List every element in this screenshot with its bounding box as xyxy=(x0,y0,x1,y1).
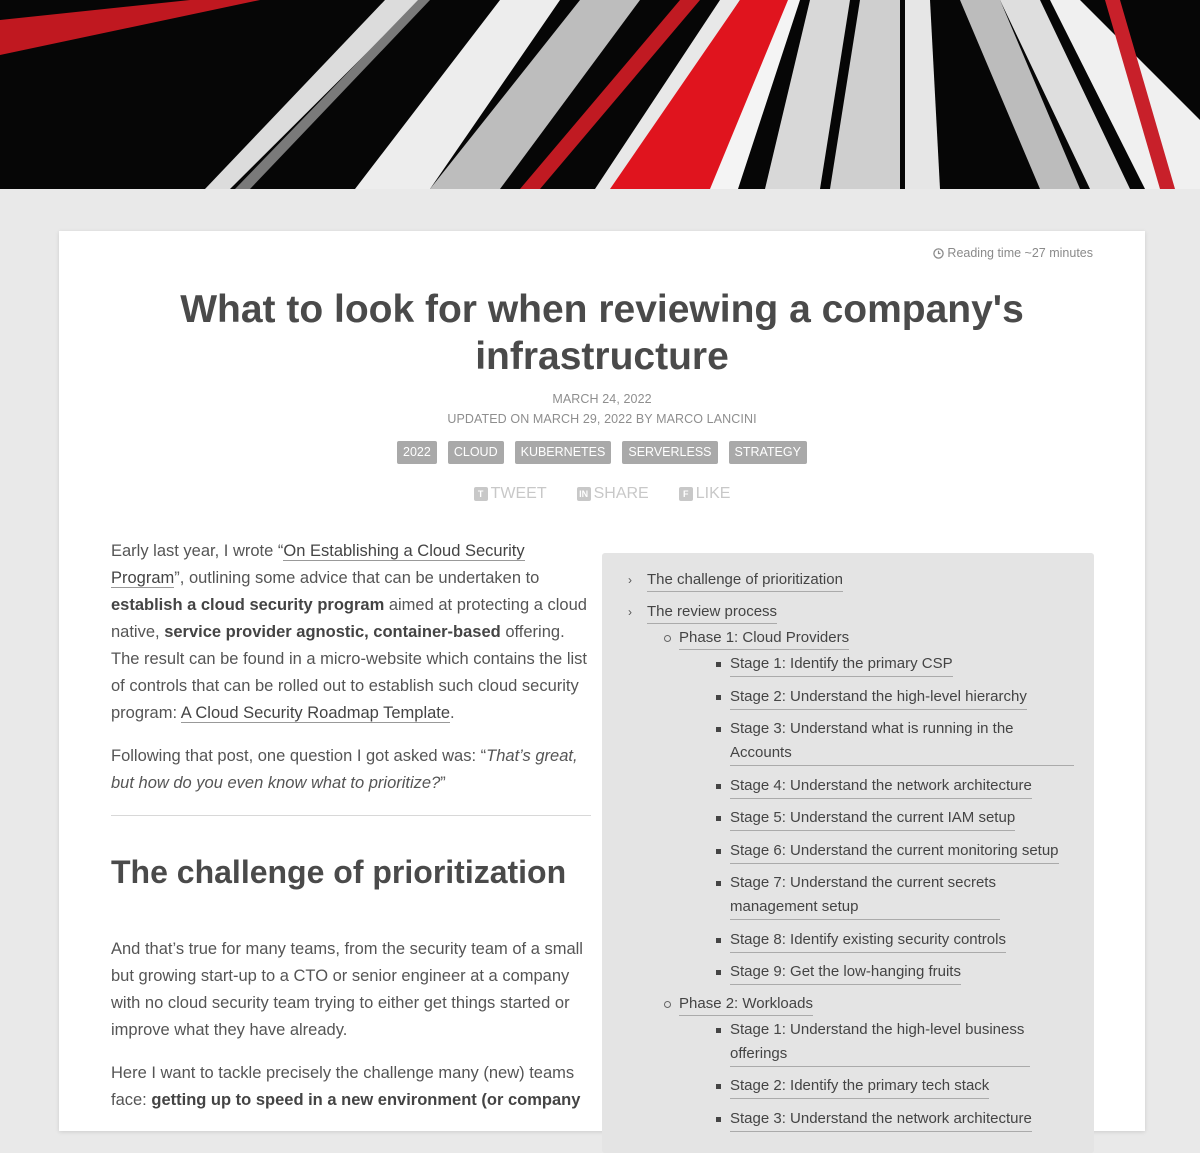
linkedin-icon: IN xyxy=(577,487,591,501)
article-body xyxy=(111,538,591,1130)
square-bullet-icon xyxy=(716,695,721,700)
post-card xyxy=(59,231,1145,1131)
toc-stage xyxy=(716,1018,1074,1067)
toc-link-stage[interactable]: Stage 2: Identify the primary tech stack xyxy=(730,1074,989,1099)
square-bullet-icon xyxy=(716,970,721,975)
toc-stage xyxy=(716,774,1074,799)
tag-strategy[interactable]: STRATEGY xyxy=(729,441,807,464)
text-span: . xyxy=(450,704,455,722)
toc-stage-list xyxy=(664,652,1074,985)
paragraph-question xyxy=(111,743,591,797)
like-button[interactable] xyxy=(679,485,731,503)
circle-bullet-icon xyxy=(664,1001,671,1008)
toc-link-stage[interactable]: Stage 3: Understand the network architecture xyxy=(730,1107,1032,1132)
square-bullet-icon xyxy=(716,662,721,667)
paragraph-tackle xyxy=(111,1060,591,1114)
square-bullet-icon xyxy=(716,938,721,943)
square-bullet-icon xyxy=(716,727,721,732)
toc-stage xyxy=(716,652,1074,677)
post-updated: UPDATED ON MARCH 29, 2022 BY MARCO LANCINI xyxy=(447,412,757,426)
toc-link-stage[interactable]: Stage 5: Understand the current IAM setup xyxy=(730,806,1015,831)
square-bullet-icon xyxy=(716,1084,721,1089)
toc-link-review-process[interactable]: The review process xyxy=(647,601,777,624)
chevron-right-icon: › xyxy=(628,573,632,587)
toc-link-stage[interactable]: Stage 8: Identify existing security controls xyxy=(730,928,1006,953)
toc-stage xyxy=(716,717,1074,766)
bold-text: service provider agnostic, container-based xyxy=(164,623,501,641)
circle-bullet-icon xyxy=(664,635,671,642)
toc-phase xyxy=(664,993,1074,1016)
table-of-contents xyxy=(602,553,1094,1153)
square-bullet-icon xyxy=(716,1028,721,1033)
toc-link-stage[interactable]: Stage 7: Understand the current secrets management setup xyxy=(730,871,1000,920)
tag-list xyxy=(59,441,1145,464)
bold-text: getting up to speed in a new environment (or company xyxy=(151,1091,581,1109)
share-bar xyxy=(59,485,1145,503)
toc-link-challenge[interactable]: The challenge of prioritization xyxy=(647,569,843,592)
tag-kubernetes[interactable]: KUBERNETES xyxy=(515,441,612,464)
tweet-button[interactable] xyxy=(474,485,547,503)
square-bullet-icon xyxy=(716,816,721,821)
toc-link-stage[interactable]: Stage 6: Understand the current monitoring setup xyxy=(730,839,1059,864)
toc-link-stage[interactable]: Stage 3: Understand what is running in the Accounts xyxy=(730,717,1074,766)
twitter-icon: T xyxy=(474,487,488,501)
like-label: LIKE xyxy=(695,485,731,502)
square-bullet-icon xyxy=(716,784,721,789)
paragraph-teams: And that’s true for many teams, from the security team of a small but growing start-up to a CTO or senior engineer at a company with no cloud security team trying to either get things started or improve what they have already. xyxy=(111,940,583,1039)
toc-link-stage[interactable]: Stage 9: Get the low-hanging fruits xyxy=(730,960,961,985)
toc-stage xyxy=(716,806,1074,831)
tag-serverless[interactable]: SERVERLESS xyxy=(622,441,717,464)
bold-text: establish a cloud security program xyxy=(111,596,385,614)
square-bullet-icon xyxy=(716,849,721,854)
toc-stage xyxy=(716,928,1074,953)
share-label: SHARE xyxy=(593,485,649,502)
toc-stage xyxy=(716,871,1074,920)
italic-quote: That’s great, but how do you even know what to prioritize? xyxy=(111,747,578,792)
toc-stage xyxy=(716,960,1074,985)
text-span: Following that post, one question I got asked was: “ xyxy=(111,747,487,765)
toc-item xyxy=(628,569,1074,592)
toc-stage xyxy=(716,839,1074,864)
text-span: aimed at protecting a cloud native, xyxy=(111,596,587,641)
post-date: MARCH 24, 2022 xyxy=(552,392,652,406)
paragraph-intro xyxy=(111,538,591,727)
toc-stage xyxy=(716,1107,1074,1132)
divider xyxy=(111,815,591,816)
toc-link-stage[interactable]: Stage 4: Understand the network architecture xyxy=(730,774,1032,799)
toc-link-stage[interactable]: Stage 1: Identify the primary CSP xyxy=(730,652,953,677)
tweet-label: TWEET xyxy=(490,485,547,502)
square-bullet-icon xyxy=(716,1117,721,1122)
toc-link-phase-2[interactable]: Phase 2: Workloads xyxy=(679,993,813,1016)
clock-icon xyxy=(933,248,944,259)
facebook-icon: F xyxy=(679,487,693,501)
reading-time-label: Reading time ~27 minutes xyxy=(947,246,1093,260)
toc-stage xyxy=(716,685,1074,710)
header-photo-icon xyxy=(0,0,1200,189)
chevron-right-icon: › xyxy=(628,605,632,619)
square-bullet-icon xyxy=(716,881,721,886)
text-span: ”, outlining some advice that can be undertaken to xyxy=(174,569,540,587)
text-span: offering. The result can be found in a micro-website which contains the list of controls that can be rolled out to establish such cloud security program: xyxy=(111,623,587,722)
page-title: What to look for when reviewing a company's infrastructure xyxy=(180,288,1024,378)
toc-stage-list xyxy=(664,1018,1074,1132)
link-cloud-security-program[interactable]: On Establishing a Cloud Security Program xyxy=(111,542,525,587)
toc-item xyxy=(628,601,1074,624)
text-span: ” xyxy=(440,774,446,792)
text-span: Here I want to tackle precisely the challenge many (new) teams face: xyxy=(111,1064,575,1109)
toc-link-stage[interactable]: Stage 1: Understand the high-level business offerings xyxy=(730,1018,1030,1067)
toc-phase xyxy=(664,627,1074,650)
header-photo xyxy=(0,0,1200,189)
toc-link-stage[interactable]: Stage 2: Understand the high-level hierarchy xyxy=(730,685,1027,710)
tag-cloud[interactable]: CLOUD xyxy=(448,441,504,464)
tag-2022[interactable]: 2022 xyxy=(397,441,437,464)
toc-stage xyxy=(716,1074,1074,1099)
section-heading: The challenge of prioritization xyxy=(111,854,567,890)
link-roadmap-template[interactable]: A Cloud Security Roadmap Template xyxy=(180,704,451,722)
reading-time xyxy=(933,246,1093,260)
text-span: Early last year, I wrote “ xyxy=(111,542,284,560)
share-button[interactable] xyxy=(577,485,649,503)
toc-phase-list xyxy=(628,627,1074,1132)
toc-link-phase-1[interactable]: Phase 1: Cloud Providers xyxy=(679,627,849,650)
